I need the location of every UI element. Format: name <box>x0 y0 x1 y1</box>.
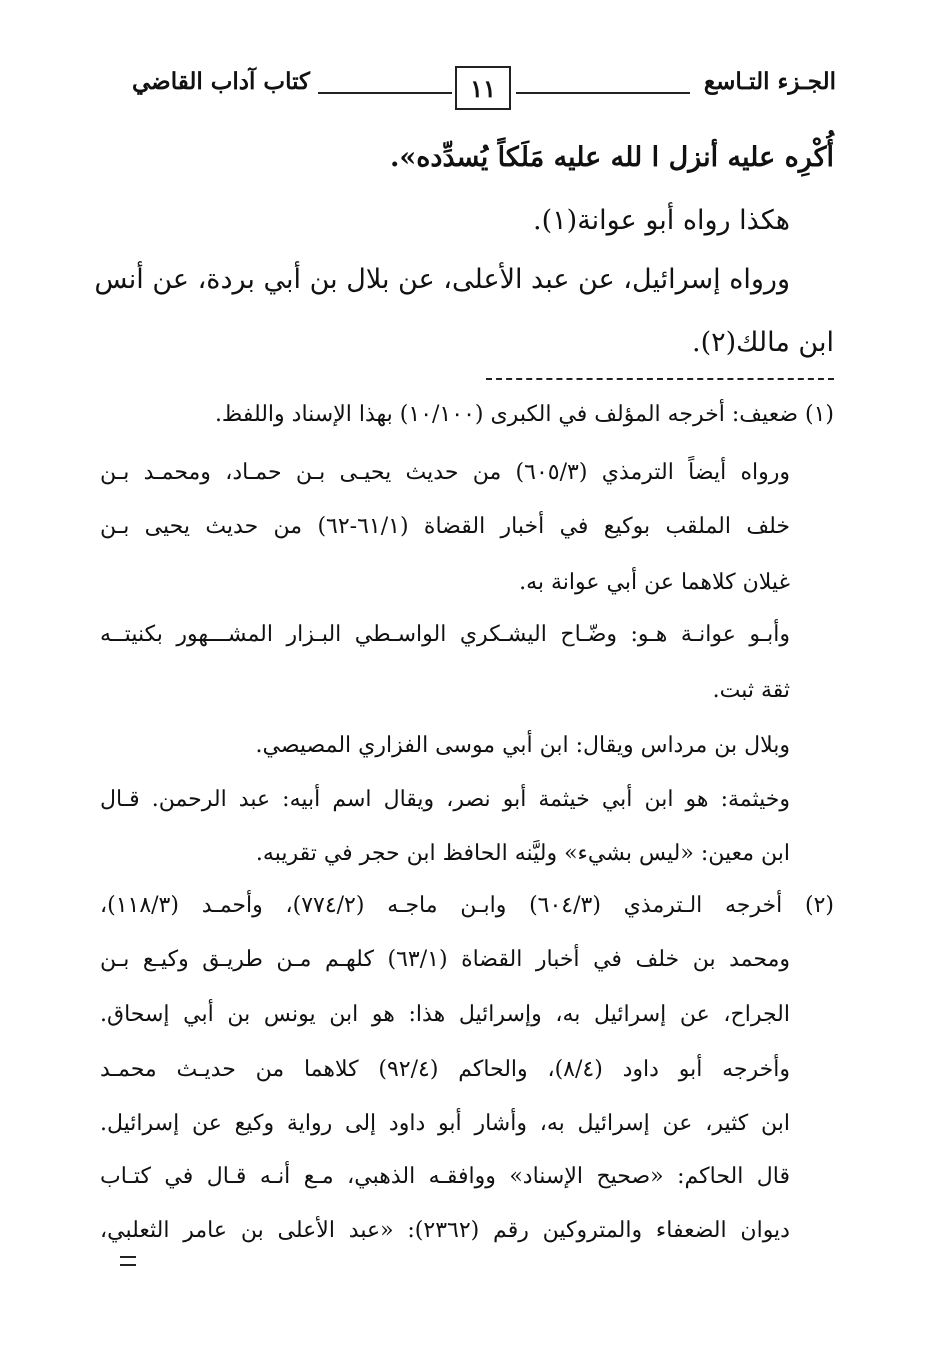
footnote-1-line-9: ابن معين: «ليس بشيء» وليَّنه الحافظ ابن حجر في تقريبه. <box>255 841 790 866</box>
footnote-2-line-6: قال الحاكم: «صحيح الإسناد» ووافقـه الذهبي، مـع أنـه قـال في كتـاب <box>100 1164 790 1189</box>
footnote-2-line-4: وأخرجه أبو داود (٨/٤)، والحاكم (٩٢/٤) كلاهما من حديـث محمـد <box>100 1057 790 1082</box>
footnote-1-line-1: (١) ضعيف: أخرجه المؤلف في الكبرى (١٠/١٠٠) بهذا الإسناد واللفظ. <box>214 402 834 427</box>
footnote-2-line-7: ديوان الضعفاء والمتروكين رقم (٢٣٦٢): «عبد الأعلى بن عامر الثعلبي، <box>100 1218 790 1243</box>
footnote-2-line-1: (٢) أخرجه الـترمذي (٦٠٤/٣) وابـن ماجـه (٧٧٤/٢)، وأحمـد (١١٨/٣)، <box>100 893 834 918</box>
footnote-2-line-5: ابن كثير، عن إسرائيل به، وأشار أبو داود إلى رواية وكيع عن إسرائيل. <box>100 1111 790 1136</box>
footnote-1-line-6: ثقة ثبت. <box>712 678 790 703</box>
footnote-1-line-3: خلف الملقب بوكيع في أخبار القضاة (٦١/١-٦٢) من حديث يحيى بـن <box>100 514 790 539</box>
footnote-1-line-4: غيلان كلاهما عن أبي عوانة به. <box>519 570 790 595</box>
header-book-title: كتاب آداب القاضي <box>132 68 310 95</box>
footnote-1-line-8: وخيثمة: هو ابن أبي خيثمة أبو نصر، ويقال اسم أبيه: عبد الرحمن. قـال <box>100 787 790 812</box>
page-number-box <box>455 66 511 110</box>
main-text-line-3: ورواه إسرائيل، عن عبد الأعلى، عن بلال بن أبي بردة، عن أنس <box>94 264 790 295</box>
footnote-1-line-5: وأبـو عوانـة هـو: وضّـاح اليشـكري الواسـطي البـزار المشـــهور بكنيتــه <box>100 622 790 647</box>
header-part-label: الجـزء التـاسع <box>703 68 836 95</box>
main-text-line-1: أُكْرِه عليه أنزل ا لله عليه مَلَكاً يُسدِّده». <box>390 142 834 173</box>
footnote-2-line-3: الجراح، عن إسرائيل به، وإسرائيل هذا: هو ابن يونس بن أبي إسحاق. <box>100 1002 791 1027</box>
main-text-line-2: هكذا رواه أبو عوانة(١). <box>533 205 790 236</box>
footnote-1-line-2: ورواه أيضاً الترمذي (٦٠٥/٣) من حديث يحيـى بـن حمـاد، ومحمـد بـن <box>100 460 790 485</box>
footnote-2-line-2: ومحمد بن خلف في أخبار القضاة (٦٣/١) كلهـم مـن طريـق وكيـع بـن <box>100 947 790 972</box>
footnote-1-line-7: وبلال بن مرداس ويقال: ابن أبي موسى الفزاري المصيصي. <box>255 733 790 758</box>
page-number: ١١ <box>470 73 496 103</box>
main-text-line-4: ابن مالك(٢). <box>692 327 834 358</box>
header-rule-left <box>318 92 452 94</box>
continuation-mark <box>120 1256 136 1266</box>
footnote-separator <box>486 378 834 380</box>
header-rule-right <box>516 92 690 94</box>
